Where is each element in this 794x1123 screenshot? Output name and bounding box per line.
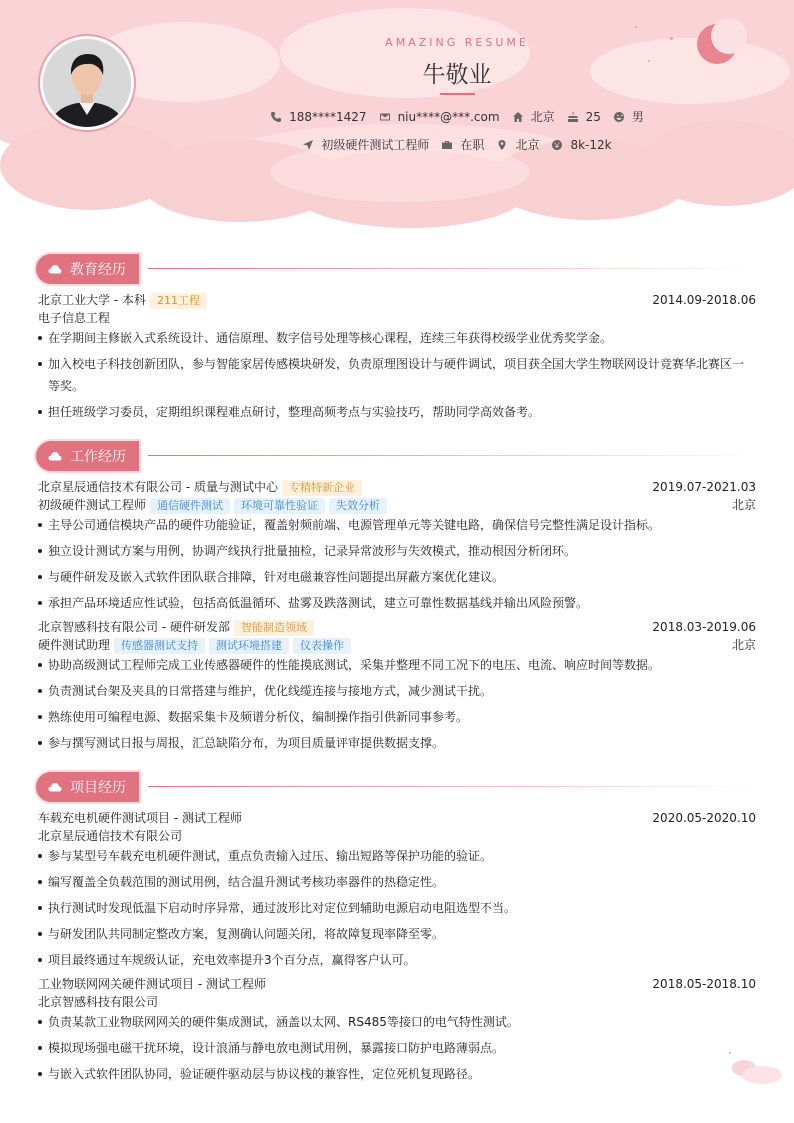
intent-city <box>496 136 539 153</box>
list-item: 负责测试台架及夹具的日常搭建与维护，优化线缆连接与接地方式，减少测试干扰。 <box>38 678 756 704</box>
section-label: 工作经历 <box>70 449 126 465</box>
phone-icon <box>270 111 282 123</box>
project-header <box>38 975 756 993</box>
section-label: 项目经历 <box>70 780 126 796</box>
list-item: 担任班级学习委员，定期组织课程难点研讨，整理高频考点与实验技巧，帮助同学高效备考。 <box>38 399 756 425</box>
mail-icon <box>379 111 391 123</box>
list-item: 与研发团队共同制定整改方案，复测确认问题关闭，将故障复现率降至零。 <box>38 921 756 947</box>
section-title-work <box>36 441 139 471</box>
cloud-icon <box>48 451 62 461</box>
project-date: 2020.05-2020.10 <box>652 811 756 825</box>
job-header <box>38 618 756 636</box>
candidate-name: 牛敬业 <box>422 62 492 88</box>
school-tag: 211工程 <box>150 293 207 309</box>
list-item: 主导公司通信模块产品的硬件功能验证，覆盖射频前端、电源管理单元等关键电路，确保信号完整性满足设计指标。 <box>38 512 756 538</box>
project-company: 北京星辰通信技术有限公司 <box>38 829 183 843</box>
contact-email <box>379 110 500 124</box>
salary-text: 8k-12k <box>570 137 612 152</box>
star-icon <box>635 26 637 28</box>
list-item: 协助高级测试工程师完成工业传感器硬件的性能摸底测试，采集并整理不同工况下的电压、电流、响应时间等数据。 <box>38 652 756 678</box>
list-item: 与硬件研发及嵌入式软件团队联合排障，针对电磁兼容性问题提出屏蔽方案优化建议。 <box>38 564 756 590</box>
pin-icon <box>496 139 508 151</box>
resume-kicker: AMAZING RESUME <box>385 36 529 49</box>
section-project <box>36 772 139 802</box>
company-name: 北京智感科技有限公司 - 硬件研发部 <box>38 620 230 634</box>
skill-tag: 传感器测试支持 <box>114 638 205 654</box>
company-tag: 专精特新企业 <box>282 480 362 496</box>
section-title-project <box>36 772 139 802</box>
school-name: 北京工业大学 - 本科 <box>38 293 146 307</box>
cloud-icon <box>48 782 62 792</box>
home-text: 北京 <box>530 110 555 124</box>
contact-row <box>0 108 794 125</box>
city-text: 北京 <box>515 138 540 152</box>
company-name: 北京星辰通信技术有限公司 - 质量与测试中心 <box>38 480 278 494</box>
edu-header <box>38 291 756 309</box>
section-label: 教育经历 <box>70 262 126 278</box>
cloud-icon <box>48 264 62 274</box>
list-item: 承担产品环境适应性试验，包括高低温循环、盐雾及跌落测试，建立可靠性数据基线并输出风险预警。 <box>38 590 756 616</box>
company-tag: 智能制造领域 <box>234 620 314 636</box>
briefcase-icon <box>441 139 453 151</box>
project-company: 北京智感科技有限公司 <box>38 995 159 1009</box>
project-name: 车载充电机硬件测试项目 - 测试工程师 <box>38 811 242 825</box>
section-title-education <box>36 254 139 284</box>
section-work <box>36 441 139 471</box>
job-date: 2019.07-2021.03 <box>652 480 756 494</box>
list-item: 加入校电子科技创新团队，参与智能家居传感模块研发，负责原理图设计与硬件调试，项目获全国大学生物联网设计竞赛华北赛区一 <box>38 351 756 377</box>
contact-home <box>512 108 555 125</box>
contact-gender <box>613 108 644 125</box>
job-intent-row <box>0 136 794 153</box>
gender-text: 男 <box>631 110 644 124</box>
list-item: 负责某款工业物联网网关的硬件集成测试，涵盖以太网、RS485等接口的电气特性测试。 <box>38 1009 756 1035</box>
project-name: 工业物联网网关硬件测试项目 - 测试工程师 <box>38 977 266 991</box>
intent-status <box>441 136 484 153</box>
list-item: 与嵌入式软件团队协同，验证硬件驱动层与协议栈的兼容性，定位死机复现路径。 <box>38 1061 756 1087</box>
section-divider <box>148 268 758 269</box>
list-item: 独立设计测试方案与用例，协调产线执行批量抽检，记录异常波形与失效模式，推动根因分析闭环。 <box>38 538 756 564</box>
phone-text: 188****1427 <box>289 109 367 124</box>
section-divider <box>148 455 758 456</box>
home-icon <box>512 111 524 123</box>
age-text: 25 <box>585 109 601 124</box>
cake-icon <box>567 111 579 123</box>
job-city: 北京 <box>731 498 756 512</box>
contact-age <box>567 110 601 124</box>
smile-icon <box>613 111 625 123</box>
edu-date: 2014.09-2018.06 <box>652 293 756 307</box>
intent-position <box>302 136 429 153</box>
name-underline <box>440 93 475 95</box>
project-date: 2018.05-2018.10 <box>652 977 756 991</box>
contact-phone <box>270 110 366 124</box>
position-text: 初级硬件测试工程师 <box>321 138 430 152</box>
skill-tag: 通信硬件测试 <box>150 498 230 514</box>
list-item: 熟练使用可编程电源、数据采集卡及频谱分析仪，编制操作指引供新同事参考。 <box>38 704 756 730</box>
email-text: niu****@***.com <box>397 109 500 124</box>
list-item: 项目最终通过车规级认证，充电效率提升3个百分点，赢得客户认可。 <box>38 947 756 973</box>
section-divider <box>148 786 758 787</box>
job-title: 初级硬件测试工程师 <box>38 498 147 512</box>
status-text: 在职 <box>460 138 485 152</box>
section-education <box>36 254 139 284</box>
job-date: 2018.03-2019.06 <box>652 620 756 634</box>
job-title: 硬件测试助理 <box>38 638 111 652</box>
project-header <box>38 809 756 827</box>
list-item: 参与撰写测试日报与周报，汇总缺陷分布，为项目质量评审提供数据支撑。 <box>38 730 756 756</box>
list-item: 模拟现场强电磁干扰环境，设计浪涌与静电放电测试用例，暴露接口防护电路薄弱点。 <box>38 1035 756 1061</box>
skill-tag: 失效分析 <box>329 498 387 514</box>
edu-major: 电子信息工程 <box>38 311 111 325</box>
skill-tag: 测试环境搭建 <box>209 638 289 654</box>
list-item: 在学期间主修嵌入式系统设计、通信原理、数字信号处理等核心课程，连续三年获得校级学业优秀奖学金。 <box>38 325 756 351</box>
list-item-continued: 等奖。 <box>48 379 85 393</box>
job-header <box>38 478 756 496</box>
skill-tag: 环境可靠性验证 <box>234 498 325 514</box>
list-item: 执行测试时发现低温下启动时序异常，通过波形比对定位到辅助电源启动电阻选型不当。 <box>38 895 756 921</box>
money-icon <box>551 139 563 151</box>
intent-salary <box>551 138 611 152</box>
skill-tag: 仪表操作 <box>293 638 351 654</box>
footer-cloud <box>742 1066 782 1084</box>
job-city: 北京 <box>731 638 756 652</box>
list-item: 参与某型号车载充电机硬件测试，重点负责输入过压、输出短路等保护功能的验证。 <box>38 843 756 869</box>
star-icon <box>729 1052 731 1054</box>
send-icon <box>302 139 314 151</box>
list-item: 编写覆盖全负载范围的测试用例，结合温升测试考核功率器件的热稳定性。 <box>38 869 756 895</box>
